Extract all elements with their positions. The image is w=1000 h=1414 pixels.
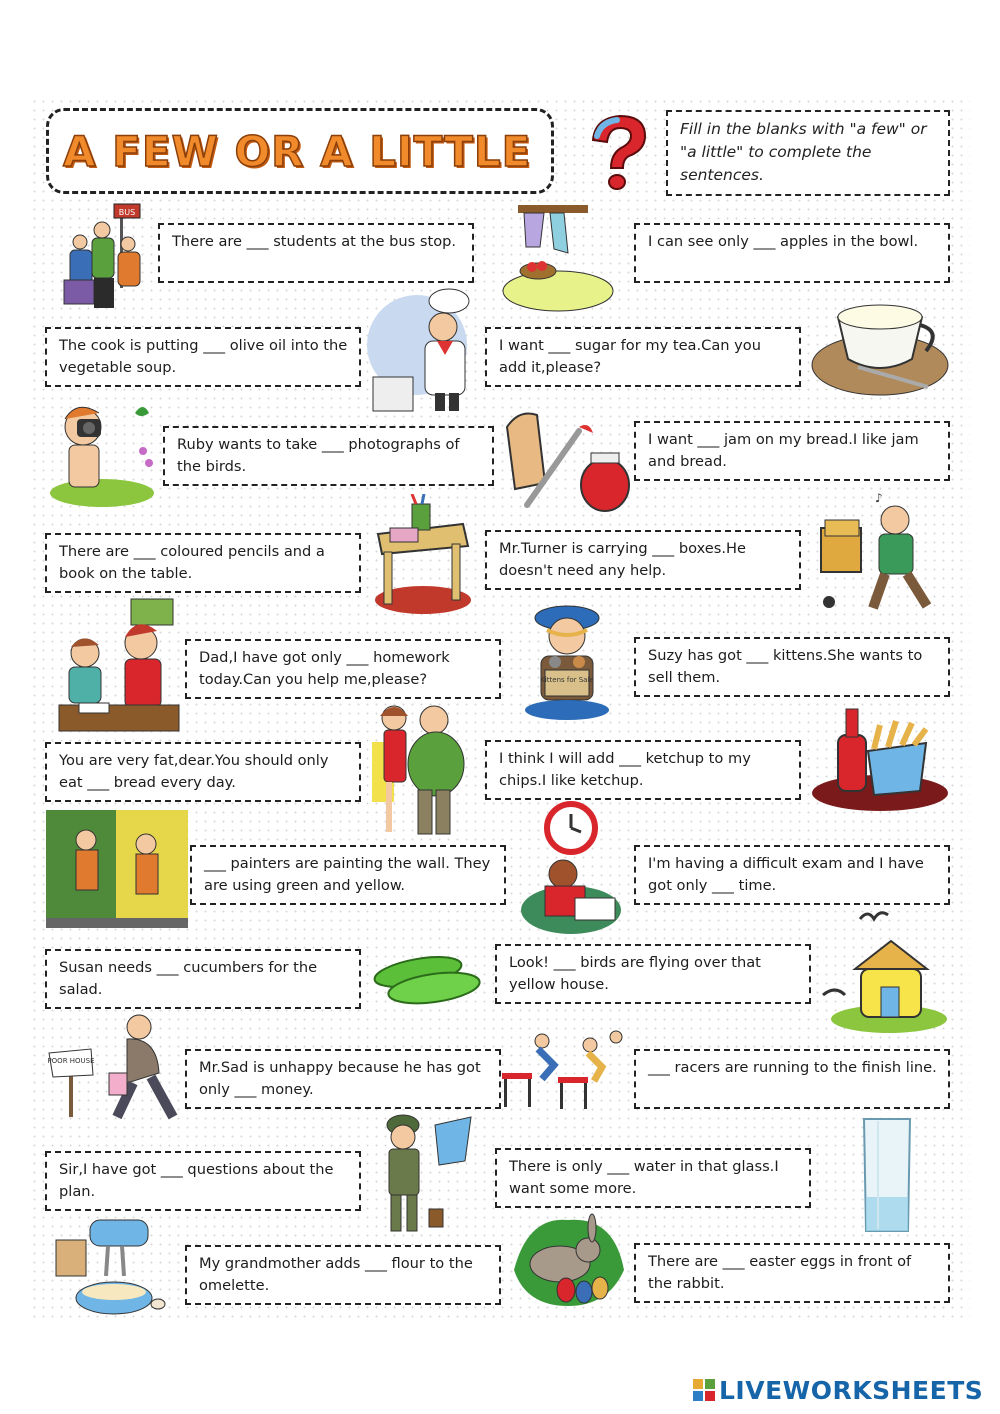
- sentence-box-13[interactable]: [190, 845, 506, 905]
- bird-icon: [858, 905, 890, 931]
- footer-brand: LIVEWORKSHEETS: [719, 1375, 984, 1405]
- yellow-house-image: [815, 935, 950, 1033]
- sentence-text: The cook is putting ___ olive oil into the vegetable soup.: [59, 337, 348, 376]
- bread-jam-image: [497, 405, 632, 517]
- sentence-box-14[interactable]: [634, 845, 950, 905]
- sentence-box-10[interactable]: [634, 637, 950, 697]
- cook-image: [365, 285, 483, 415]
- pencils-table-image: [368, 494, 478, 619]
- sentence-box-7[interactable]: [45, 533, 361, 593]
- sentence-box-5[interactable]: [163, 426, 494, 486]
- sentence-box-16[interactable]: [495, 944, 811, 1004]
- instructions-box: [666, 110, 950, 196]
- bus-sign-label: BUS: [118, 208, 136, 217]
- sentence-text: My grandmother adds ___ flour to the omelette.: [199, 1255, 473, 1294]
- sentence-text: There is only ___ water in that glass.I want some more.: [509, 1158, 779, 1197]
- ketchup-chips-image: [808, 705, 950, 815]
- sentence-box-21[interactable]: [185, 1245, 501, 1305]
- sentence-box-8[interactable]: [485, 530, 801, 590]
- sentence-text: I can see only ___ apples in the bowl.: [648, 233, 919, 250]
- couple-image: [372, 702, 470, 837]
- bus-stop-students-image: [50, 200, 155, 315]
- worksheet-title: A FEW OR A LITTLE: [63, 126, 532, 176]
- sentence-text: Susan needs ___ cucumbers for the salad.: [59, 959, 318, 998]
- svg-text:♪: ♪: [875, 491, 883, 505]
- teacup-image: [808, 295, 953, 400]
- sentence-box-22[interactable]: [634, 1243, 950, 1303]
- sentence-box-1[interactable]: [158, 223, 474, 283]
- sentence-text: I think I will add ___ ketchup to my chips.I like ketchup.: [499, 750, 751, 789]
- rabbit-easter-eggs-image: [508, 1210, 630, 1310]
- exam-clock-image: [515, 800, 625, 935]
- apples-bowl-image: [498, 203, 618, 315]
- water-glass-image: [860, 1113, 915, 1238]
- sentence-box-4[interactable]: [485, 327, 801, 387]
- sentence-text: Dad,I have got only ___ homework today.Can you help me,please?: [199, 649, 450, 688]
- instructions-text: Fill in the blanks with "a few" or "a little" to complete the sentences.: [680, 120, 927, 184]
- liveworksheets-logo-icon: [693, 1379, 715, 1401]
- racers-image: [498, 1025, 633, 1110]
- cucumbers-image: [368, 948, 490, 1010]
- sentence-box-3[interactable]: [45, 327, 361, 387]
- liveworksheets-logo: [693, 1374, 983, 1406]
- mixer-flour-image: [50, 1212, 175, 1320]
- sentence-box-12[interactable]: [485, 740, 801, 800]
- sentence-text: You are very fat,dear.You should only eat ___ bread every day.: [59, 752, 329, 791]
- man-carrying-boxes-image: [815, 490, 950, 615]
- title-box: [46, 108, 554, 194]
- sentence-box-19[interactable]: [45, 1151, 361, 1211]
- sentence-text: ___ racers are running to the finish line.: [648, 1059, 937, 1076]
- painters-image: [46, 810, 188, 928]
- sentence-text: Suzy has got ___ kittens.She wants to sell them.: [648, 647, 923, 686]
- sentence-text: I want ___ jam on my bread.I like jam and bread.: [648, 431, 919, 470]
- question-mark-icon: [585, 110, 655, 192]
- sentence-box-9[interactable]: [185, 639, 501, 699]
- sentence-text: Mr.Turner is carrying ___ boxes.He doesn't need any help.: [499, 540, 746, 579]
- sentence-text: There are ___ easter eggs in front of the rabbit.: [648, 1253, 912, 1292]
- sentence-text: Sir,I have got ___ questions about the plan.: [59, 1161, 334, 1200]
- sentence-text: There are ___ students at the bus stop.: [172, 233, 457, 250]
- sentence-text: There are ___ coloured pencils and a book on the table.: [59, 543, 325, 582]
- photographer-image: [47, 393, 162, 508]
- sentence-box-2[interactable]: [634, 223, 950, 283]
- sentence-text: Ruby wants to take ___ photographs of the birds.: [177, 436, 460, 475]
- kittens-for-sale-image: [515, 600, 625, 725]
- sentence-text: I'm having a difficult exam and I have got only ___ time.: [648, 855, 924, 894]
- sentence-box-18[interactable]: [634, 1049, 950, 1109]
- sentence-box-15[interactable]: [45, 949, 361, 1009]
- sentence-text: I want ___ sugar for my tea.Can you add it,please?: [499, 337, 761, 376]
- homework-image: [55, 597, 183, 735]
- sentence-text: ___ painters are painting the wall. They are using green and yellow.: [204, 855, 491, 894]
- sentence-box-20[interactable]: [495, 1148, 811, 1208]
- poor-house-image: [47, 1013, 185, 1125]
- sentence-box-6[interactable]: [634, 421, 950, 481]
- kittens-sign-label: Kittens for Sale: [540, 676, 594, 684]
- sentence-box-17[interactable]: [185, 1049, 501, 1109]
- sentence-text: Mr.Sad is unhappy because he has got only ___ money.: [199, 1059, 481, 1098]
- sentence-box-11[interactable]: [45, 742, 361, 802]
- sentence-text: Look! ___ birds are flying over that yellow house.: [509, 954, 761, 993]
- poor-house-sign-label: POOR HOUSE: [47, 1057, 95, 1065]
- soldier-image: [375, 1113, 475, 1238]
